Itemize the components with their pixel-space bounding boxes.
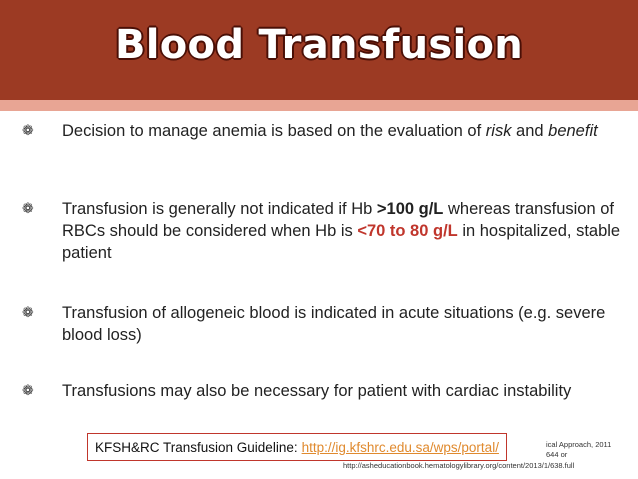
header-accent-band <box>0 100 638 111</box>
guideline-callout <box>87 433 507 461</box>
hb-low-threshold: <70 to 80 g/L <box>357 222 458 240</box>
reference-line-2: 644 or <box>546 450 568 459</box>
reference-line-1: ical Approach, 2011 <box>546 440 612 449</box>
bullet-item-cardiac-instability <box>22 380 622 402</box>
bullet-text: Transfusion is generally not indicated if Hb >100 g/L whereas transfusion of RBCs should be considered when Hb is <70 to 80 g/L in hospitalized, stable patient <box>62 200 621 262</box>
bullet-text: Transfusions may also be necessary for patient with cardiac instability <box>62 382 572 400</box>
bullet-text: Transfusion of allogeneic blood is indicated in acute situations (e.g. severe blood loss) <box>62 304 606 344</box>
bullet-flower-icon: ❁ <box>22 201 34 217</box>
guideline-link[interactable]: http://ig.kfshrc.edu.sa/wps/portal/ <box>301 439 499 455</box>
bullet-flower-icon: ❁ <box>22 383 34 399</box>
guideline-label: KFSH&RC Transfusion Guideline: <box>95 439 298 455</box>
bullet-text: Decision to manage anemia is based on the evaluation of risk and benefit <box>62 122 598 140</box>
bullet-item-hb-thresholds <box>22 198 622 264</box>
hb-high-threshold: >100 g/L <box>376 200 444 218</box>
bullet-flower-icon: ❁ <box>22 123 34 139</box>
bullet-item-acute-situations <box>22 302 622 346</box>
reference-url[interactable]: http://asheducationbook.hematologylibrary.org/content/2013/1/638.full <box>343 461 575 470</box>
bullet-flower-icon: ❁ <box>22 305 34 321</box>
benefit-term: benefit <box>548 122 598 140</box>
slide-title: Blood Transfusion <box>114 22 524 68</box>
risk-term: risk <box>485 122 512 140</box>
bullet-item-anemia-decision <box>22 120 622 142</box>
